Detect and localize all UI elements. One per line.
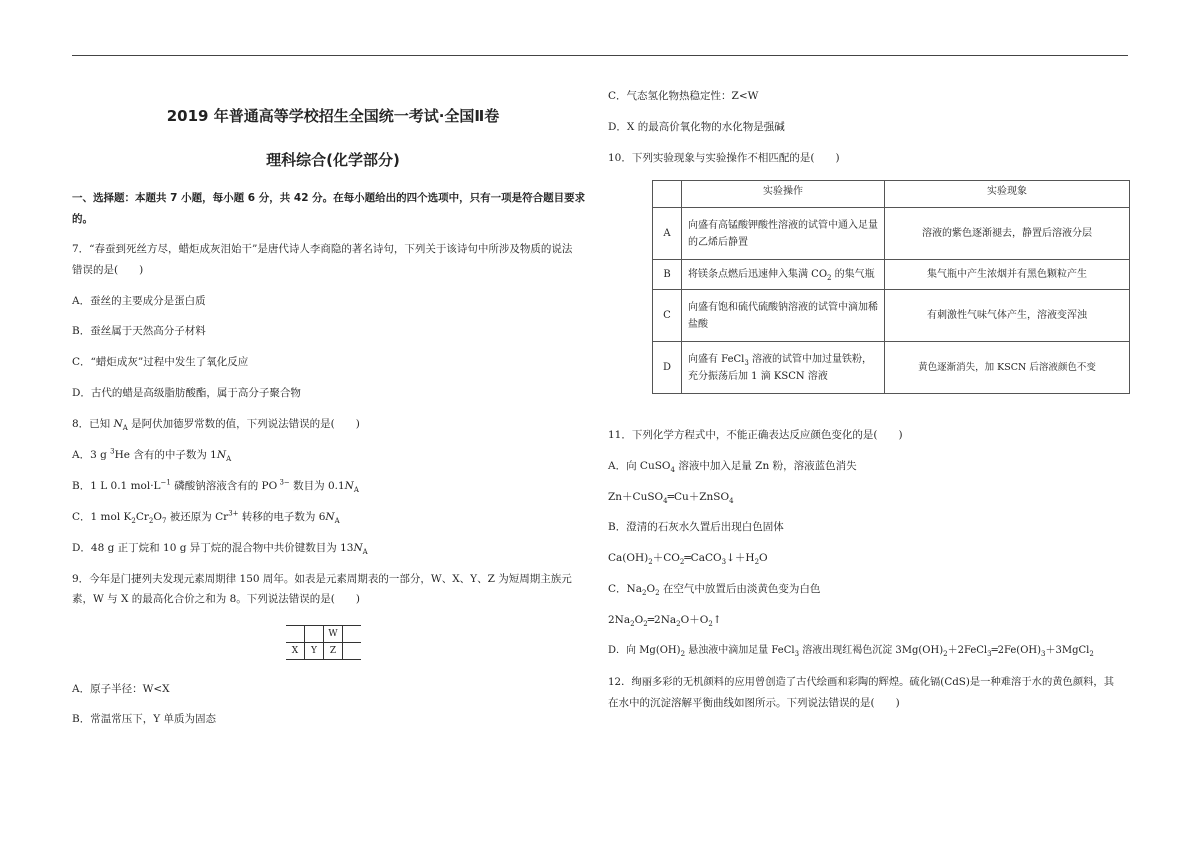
q8-stem — [72, 417, 360, 431]
q11-option-b: B．澄清的石灰水久置后出现白色固体 — [608, 521, 784, 533]
eq-sub-2: 4 — [729, 497, 734, 506]
eq-sub: 2 — [679, 558, 685, 567]
eq-sub: 3 — [721, 558, 727, 567]
q8-b-sup: −1 — [160, 478, 171, 487]
eq-text: ＋CO — [652, 552, 680, 564]
q8-option-a — [72, 448, 231, 462]
periodic-cell — [286, 626, 305, 643]
q8-d-text: D．48 g 正丁烷和 10 g 异丁烷的混合物中共价键数目为 13 — [72, 542, 354, 554]
row-key: D — [653, 342, 682, 394]
q8-a-text: A．3 g — [72, 449, 111, 461]
q11-a-text-2: 溶液中加入足量 Zn 粉，溶液蓝色消失 — [675, 460, 857, 472]
q11-d-text: ＋3MgCl — [1045, 645, 1090, 656]
na-symbol: N — [216, 449, 227, 461]
experiment-header-row — [653, 181, 1130, 208]
q7-option-d: D．古代的蜡是高级脂肪酸酯，属于高分子聚合物 — [72, 387, 301, 399]
header-operation: 实验操作 — [682, 181, 885, 208]
q8-c-text-5: 转移的电子数为 6 — [238, 511, 326, 523]
periodic-cell-x: X — [286, 643, 305, 660]
experiment-table — [652, 180, 1130, 394]
q9-option-c: C．气态氢化物热稳定性：Z<W — [608, 90, 759, 102]
op-text: 将镁条点燃后迅速伸入集满 CO — [688, 269, 828, 280]
periodic-cell-w: W — [324, 626, 343, 643]
op-sub: 3 — [744, 358, 749, 367]
section-intro-line1: 一、选择题：本题共 7 小题，每小题 6 分，共 42 分。在每小题给出的四个选项中，只有一项是符合题目要求 — [72, 192, 586, 204]
eq-sub: 2 — [643, 620, 648, 629]
eq-text: O — [634, 614, 644, 626]
q11-d-text: D．向 Mg(OH) — [608, 645, 681, 656]
periodic-cell-y: Y — [305, 643, 324, 660]
eq-sub: 2 — [648, 558, 653, 567]
q11-d-sub: 2 — [680, 650, 686, 658]
exam-subtitle: 理科综合(化学部分) — [266, 151, 400, 169]
na-symbol: N — [325, 511, 335, 523]
na-subscript: A — [353, 486, 359, 495]
q9-stem-line2: 素，W 与 X 的最高化合价之和为 8。下列说法错误的是( ) — [72, 593, 360, 605]
op-text: 向盛有 FeCl — [688, 353, 745, 365]
eq-sub: 4 — [663, 497, 668, 506]
q7-option-b: B．蚕丝属于天然高分子材料 — [72, 325, 206, 337]
experiment-row-a — [653, 208, 1130, 260]
periodic-cell — [305, 626, 324, 643]
eq-text: Zn＋CuSO — [608, 491, 664, 503]
q8-option-d — [72, 541, 368, 555]
periodic-row-top — [286, 626, 361, 643]
header-phenomenon: 实验现象 — [885, 181, 1130, 208]
q8-c-text: C．1 mol K — [72, 511, 132, 523]
na-subscript: A — [226, 455, 232, 464]
na-subscript: A — [362, 548, 368, 557]
eq-text: ↓＋H — [726, 552, 755, 564]
na-subscript: A — [122, 424, 128, 433]
periodic-cell-z: Z — [324, 643, 343, 660]
row-phenomenon: 溶液的紫色逐渐褪去，静置后溶液分层 — [885, 208, 1130, 260]
eq-sub: 2 — [708, 620, 713, 629]
q8-stem-text: 8．已知 — [72, 418, 114, 430]
experiment-row-d — [653, 342, 1130, 394]
q8-b-po-sup: 3− — [277, 478, 290, 487]
q11-c-text: 在空气中放置后由淡黄色变为白色 — [659, 583, 821, 595]
q8-b-text-2: 磷酸钠溶液含有的 PO — [170, 480, 278, 492]
row-phenomenon: 集气瓶中产生浓烟并有黑色颗粒产生 — [885, 260, 1130, 290]
q11-d-text: ＋2FeCl — [947, 645, 988, 656]
q11-equation-b — [608, 551, 768, 565]
experiment-row-c — [653, 290, 1130, 342]
row-operation: 向盛有高锰酸钾酸性溶液的试管中通入足量的乙烯后静置 — [682, 208, 885, 260]
row-key: C — [653, 290, 682, 342]
row-key: B — [653, 260, 682, 290]
q11-a-text: A．向 CuSO — [608, 460, 671, 472]
q9-stem-line1: 9．今年是门捷列夫发现元素周期律 150 周年。如表是元素周期表的一部分，W、X、Y、Z 为短周期主族元 — [72, 573, 572, 585]
header-blank-cell — [653, 181, 682, 208]
q11-d-sub: 3 — [1041, 650, 1046, 658]
na-symbol: N — [113, 418, 123, 430]
q11-option-c — [608, 582, 820, 596]
q8-b-text-3: 数目为 0.1 — [289, 480, 345, 492]
q11-d-text: 悬浊液中滴加足量 FeCl — [685, 645, 795, 656]
row-operation — [682, 260, 885, 290]
experiment-row-b — [653, 260, 1130, 290]
eq-text: O — [759, 552, 768, 564]
q11-d-sub: 3 — [987, 650, 992, 658]
q8-stem-text-2: 是阿伏加德罗常数的值，下列说法错误的是( ) — [127, 418, 360, 430]
periodic-cell — [343, 626, 362, 643]
q9-option-a: A．原子半径：W<X — [72, 683, 170, 695]
q8-a-text-2: He 含有的中子数为 1 — [114, 449, 217, 461]
q8-c-sup: 3+ — [228, 509, 239, 518]
row-phenomenon: 黄色逐渐消失，加 KSCN 后溶液颜色不变 — [885, 342, 1130, 394]
q11-d-sub: 2 — [1089, 650, 1094, 658]
q7-option-c: C．“蜡炬成灰”过程中发生了氧化反应 — [72, 356, 249, 368]
eq-text: ═2Na — [647, 614, 677, 626]
q11-d-sub: 3 — [794, 650, 800, 658]
q8-c-text-4: 被还原为 Cr — [166, 511, 229, 523]
q11-c-text: O — [646, 583, 656, 595]
q7-option-a: A．蚕丝的主要成分是蛋白质 — [72, 295, 206, 307]
q11-c-text: C．Na — [608, 583, 642, 595]
q11-option-a — [608, 459, 857, 473]
q8-c-sub-k: 2 — [131, 517, 136, 526]
q7-stem-line2: 错误的是( ) — [72, 264, 144, 276]
eq-text: O＋O — [680, 614, 709, 626]
q9-option-b: B．常温常压下，Y 单质为固态 — [72, 713, 216, 725]
exam-title: 2019 年普通高等学校招生全国统一考试·全国Ⅱ卷 — [166, 107, 500, 125]
q8-c-text-2: Cr — [135, 511, 149, 523]
eq-sub: 2 — [754, 558, 760, 567]
q11-a-sub: 4 — [670, 466, 675, 475]
section-intro-line2: 的。 — [72, 213, 93, 225]
periodic-cell — [343, 643, 362, 660]
q11-option-d — [608, 644, 1094, 658]
row-phenomenon: 有刺激性气味气体产生，溶液变浑浊 — [885, 290, 1130, 342]
q11-stem: 11．下列化学方程式中，不能正确表达反应颜色变化的是( ) — [608, 429, 903, 441]
eq-text: ═CaCO — [684, 552, 722, 564]
q11-c-sub: 2 — [655, 589, 660, 598]
eq-sub: 2 — [676, 620, 681, 629]
q8-c-text-3: O — [153, 511, 162, 523]
op-text-2: 的集气瓶 — [831, 269, 875, 280]
na-symbol: N — [344, 480, 354, 492]
q8-c-sub-o: 7 — [161, 517, 167, 526]
q7-stem-line1: 7．“春蚕到死丝方尽，蜡炬成灰泪始干”是唐代诗人李商隐的著名诗句，下列关于该诗句中所涉及物质的说法 — [72, 243, 573, 255]
q8-option-c — [72, 510, 340, 524]
periodic-row-bottom — [286, 643, 361, 660]
header-rule — [72, 55, 1128, 56]
eq-text: 2Na — [608, 614, 631, 626]
op-text-2: 溶液的试管中加过量铁粉，充分振荡后加 1 滴 KSCN 溶液 — [688, 353, 872, 382]
q8-b-text: B．1 L 0.1 mol·L — [72, 480, 161, 492]
q12-stem-line2: 在水中的沉淀溶解平衡曲线如图所示。下列说法错误的是( ) — [608, 697, 900, 709]
q10-stem: 10．下列实验现象与实验操作不相匹配的是( ) — [608, 152, 840, 164]
na-subscript: A — [334, 517, 340, 526]
q12-stem-line1: 12．绚丽多彩的无机颜料的应用曾创造了古代绘画和彩陶的辉煌。硫化镉(CdS)是一种难溶于水的黄色颜料，其 — [608, 676, 1115, 688]
row-operation: 向盛有饱和硫代硫酸钠溶液的试管中滴加稀盐酸 — [682, 290, 885, 342]
q11-equation-c — [608, 613, 722, 627]
q11-d-sub: 2 — [943, 650, 948, 658]
eq-text: ↑ — [712, 614, 722, 626]
na-symbol: N — [353, 542, 363, 554]
q9-option-d: D．X 的最高价氧化物的水化物是强碱 — [608, 121, 785, 133]
op-sub: 2 — [827, 274, 832, 282]
eq-text: Ca(OH) — [608, 552, 649, 564]
q8-c-sub-cr: 2 — [148, 517, 154, 526]
row-key: A — [653, 208, 682, 260]
row-operation — [682, 342, 885, 394]
q11-equation-a — [608, 490, 734, 504]
q11-c-sub: 2 — [641, 589, 647, 598]
q11-d-text: ═2Fe(OH) — [991, 645, 1042, 656]
eq-text-2: ═Cu＋ZnSO — [667, 491, 730, 503]
q8-option-b — [72, 479, 359, 493]
q8-a-sup: 3 — [110, 447, 115, 456]
q11-d-text: 溶液出现红褐色沉淀 3Mg(OH) — [799, 645, 944, 656]
periodic-table-fragment — [286, 625, 361, 660]
eq-sub: 2 — [630, 620, 635, 629]
